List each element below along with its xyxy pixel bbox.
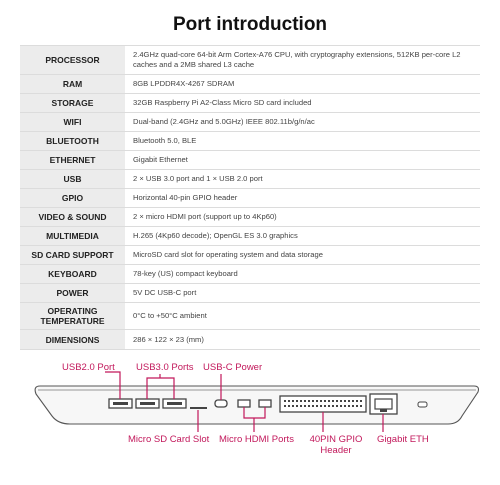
hdmi-port-shape-2 (259, 400, 271, 407)
spec-row-power (20, 284, 480, 303)
gpio-pin (320, 400, 322, 402)
spec-row-processor (20, 46, 480, 75)
gpio-pin (352, 405, 354, 407)
spec-key: PROCESSOR (20, 46, 125, 75)
gpio-pin (304, 405, 306, 407)
gpio-pin (296, 400, 298, 402)
gpio-pin (284, 400, 286, 402)
gpio-pin (328, 400, 330, 402)
gpio-pin (336, 405, 338, 407)
gpio-pin (324, 400, 326, 402)
spec-key: BLUETOOTH (20, 132, 125, 151)
gpio-pin (348, 405, 350, 407)
gpio-pin (360, 405, 362, 407)
gpio-pin (332, 400, 334, 402)
gpio-pin (340, 405, 342, 407)
gpio-header-label: 40PIN GPIO Header (309, 434, 363, 456)
gpio-pin (324, 405, 326, 407)
gpio-pin (316, 400, 318, 402)
spec-value: Horizontal 40-pin GPIO header (125, 189, 480, 208)
gigabit-eth-label: Gigabit ETH (377, 434, 429, 445)
spec-row-storage (20, 94, 480, 113)
spec-row-dimensions (20, 330, 480, 350)
spec-row-multimedia (20, 227, 480, 246)
spec-value: Bluetooth 5.0, BLE (125, 132, 480, 151)
gpio-pin (344, 400, 346, 402)
gpio-pin (300, 405, 302, 407)
spec-key: DIMENSIONS (20, 330, 125, 350)
spec-row-video-sound (20, 208, 480, 227)
gpio-header-shape (280, 396, 366, 412)
gpio-pin (336, 400, 338, 402)
gpio-pin (308, 400, 310, 402)
gpio-pin (356, 400, 358, 402)
gpio-pin (328, 405, 330, 407)
spec-value: 2 × micro HDMI port (support up to 4Kp60) (125, 208, 480, 227)
spec-table (20, 45, 480, 350)
spec-key: ETHERNET (20, 151, 125, 170)
gpio-pin (316, 405, 318, 407)
gpio-pin (332, 405, 334, 407)
gpio-pin (292, 400, 294, 402)
gpio-pin (320, 405, 322, 407)
usbc-port-shape (215, 400, 227, 407)
gpio-pin (352, 400, 354, 402)
spec-row-wifi (20, 113, 480, 132)
spec-row-sd-card (20, 246, 480, 265)
spec-key: POWER (20, 284, 125, 303)
usbc-power-label: USB-C Power (203, 362, 263, 373)
spec-key: STORAGE (20, 94, 125, 113)
gpio-pin (304, 400, 306, 402)
spec-key: USB (20, 170, 125, 189)
spec-value: 32GB Raspberry Pi A2-Class Micro SD card included (125, 94, 480, 113)
gpio-pin (356, 405, 358, 407)
gpio-pin (292, 405, 294, 407)
spec-key: KEYBOARD (20, 265, 125, 284)
gpio-pin (308, 405, 310, 407)
spec-key: MULTIMEDIA (20, 227, 125, 246)
usb3-ports-label: USB3.0 Ports (136, 362, 194, 373)
spec-key: RAM (20, 75, 125, 94)
microsd-slot-label: Micro SD Card Slot (128, 434, 210, 445)
port-diagram (0, 352, 500, 480)
spec-value: Gigabit Ethernet (125, 151, 480, 170)
spec-value: 286 × 122 × 23 (mm) (125, 330, 480, 350)
spec-value: Dual-band (2.4GHz and 5.0GHz) IEEE 802.11b/g/n/ac (125, 113, 480, 132)
spec-value: 8GB LPDDR4X-4267 SDRAM (125, 75, 480, 94)
spec-row-ethernet (20, 151, 480, 170)
gpio-pin (312, 405, 314, 407)
gpio-pin (288, 405, 290, 407)
spec-row-gpio (20, 189, 480, 208)
hdmi-ports-label: Micro HDMI Ports (219, 434, 294, 445)
spec-key: VIDEO & SOUND (20, 208, 125, 227)
spec-value: 2 × USB 3.0 port and 1 × USB 2.0 port (125, 170, 480, 189)
spec-key: OPERATING TEMPERATURE (20, 303, 125, 330)
spec-value: H.265 (4Kp60 decode); OpenGL ES 3.0 graphics (125, 227, 480, 246)
page-title: Port introduction (172, 14, 328, 35)
spec-key: SD CARD SUPPORT (20, 246, 125, 265)
hdmi-port-shape-1 (238, 400, 250, 407)
spec-row-usb (20, 170, 480, 189)
gpio-pin (344, 405, 346, 407)
gpio-pin (288, 400, 290, 402)
spec-row-ram (20, 75, 480, 94)
usb2-port-label: USB2.0 Port (62, 362, 115, 373)
gpio-pin (300, 400, 302, 402)
spec-value: MicroSD card slot for operating system and data storage (125, 246, 480, 265)
spec-value: 0°C to +50°C ambient (125, 303, 480, 330)
spec-value: 5V DC USB-C port (125, 284, 480, 303)
lock-slot-shape (418, 402, 427, 407)
gpio-pin (348, 400, 350, 402)
gpio-pin (284, 405, 286, 407)
spec-value: 2.4GHz quad-core 64-bit Arm Cortex-A76 CPU, with cryptography extensions, 512KB per-core L2 caches and a 2MB shared L3 cache (125, 46, 480, 75)
gpio-pin (360, 400, 362, 402)
spec-row-bluetooth (20, 132, 480, 151)
spec-key: WIFI (20, 113, 125, 132)
spec-row-keyboard (20, 265, 480, 284)
microsd-slot-shape (190, 407, 207, 409)
spec-row-operating-temp (20, 303, 480, 330)
gpio-pin (312, 400, 314, 402)
spec-value: 78-key (US) compact keyboard (125, 265, 480, 284)
gpio-pin (296, 405, 298, 407)
gpio-pin (340, 400, 342, 402)
spec-key: GPIO (20, 189, 125, 208)
